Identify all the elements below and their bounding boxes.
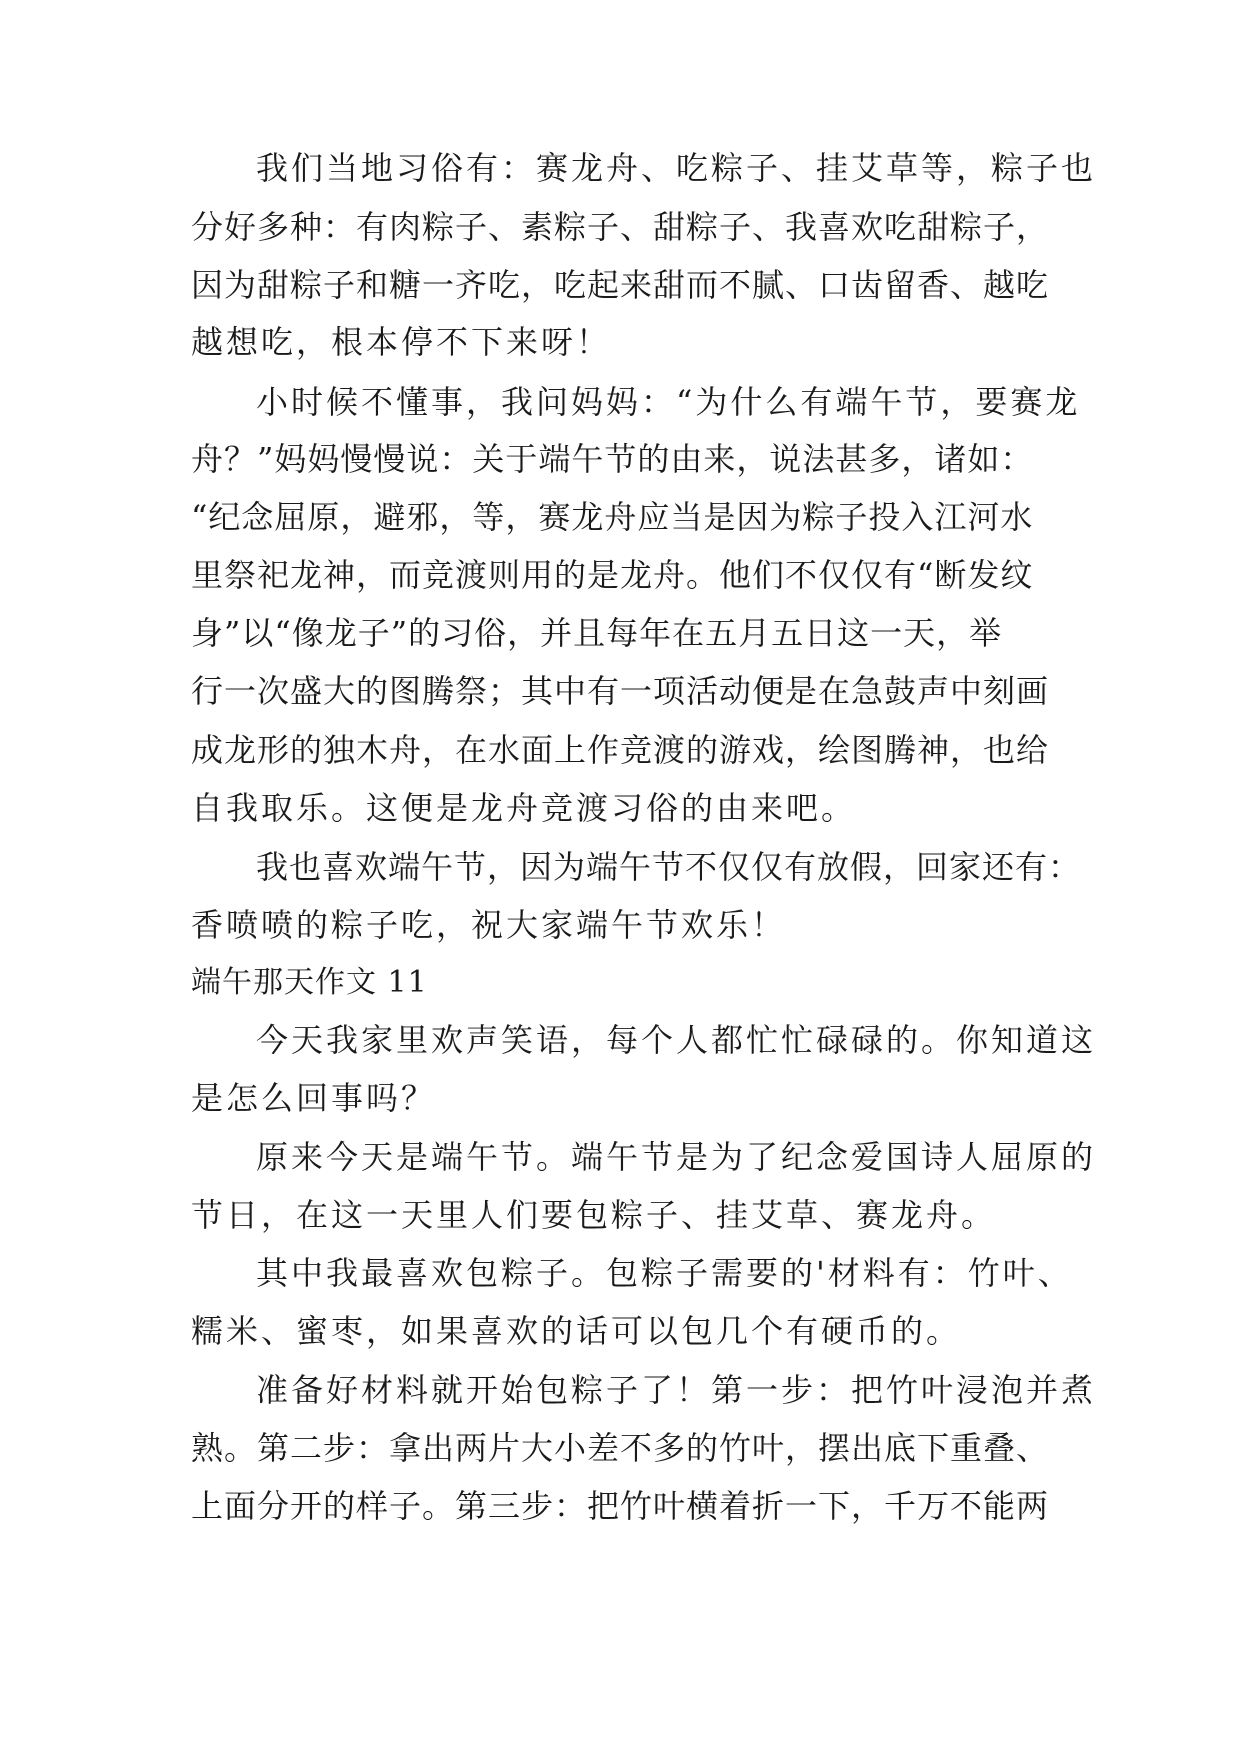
paragraph-line: 分好多种：有肉粽子、素粽子、甜粽子、我喜欢吃甜粽子， xyxy=(191,208,1050,246)
paragraph-line: 里祭祀龙神，而竞渡则用的是龙舟。他们不仅仅有“断发纹 xyxy=(191,556,1034,594)
paragraph-line: 今天我家里欢声笑语，每个人都忙忙碌碌的。你知道这 xyxy=(256,1021,1097,1059)
paragraph-line: 身”以“像龙子”的习俗，并且每年在五月五日这一天，举 xyxy=(191,614,1003,652)
paragraph-line: 小时候不懂事，我问妈妈：“为什么有端午节，要赛龙 xyxy=(256,383,1081,421)
paragraph-line: 节日，在这一天里人们要包粽子、挂艾草、赛龙舟。 xyxy=(191,1196,997,1234)
paragraph-line: 熟。第二步：拿出两片大小差不多的竹叶，摆出底下重叠、 xyxy=(191,1429,1050,1467)
paragraph-line: 其中我最喜欢包粽子。包粽子需要的'材料有：竹叶、 xyxy=(256,1254,1073,1292)
paragraph-line: 自我取乐。这便是龙舟竞渡习俗的由来吧。 xyxy=(191,789,857,827)
paragraph-line: 舟？”妈妈慢慢说：关于端午节的由来，说法甚多，诸如： xyxy=(191,440,1034,478)
paragraph-line: “纪念屈原，避邪，等，赛龙舟应当是因为粽子投入江河水 xyxy=(191,498,1034,536)
section-title: 端午那天作文 11 xyxy=(191,965,428,1000)
paragraph-line: 准备好材料就开始包粽子了！第一步：把竹叶浸泡并煮 xyxy=(256,1371,1097,1409)
paragraph-line: 糯米、蜜枣，如果喜欢的话可以包几个有硬币的。 xyxy=(191,1312,962,1350)
paragraph-line: 上面分开的样子。第三步：把竹叶横着折一下，千万不能两 xyxy=(191,1487,1050,1525)
paragraph-line: 我们当地习俗有：赛龙舟、吃粽子、挂艾草等，粽子也 xyxy=(256,149,1097,187)
paragraph-line: 成龙形的独木舟，在水面上作竞渡的游戏，绘图腾神，也给 xyxy=(191,731,1050,769)
paragraph-line: 越想吃，根本停不下来呀！ xyxy=(191,323,612,361)
paragraph-line: 行一次盛大的图腾祭；其中有一项活动便是在急鼓声中刻画 xyxy=(191,672,1050,710)
paragraph-line: 我也喜欢端午节，因为端午节不仅仅有放假，回家还有： xyxy=(256,848,1082,886)
paragraph-line: 是怎么回事吗？ xyxy=(191,1079,437,1117)
paragraph-line: 香喷喷的粽子吃，祝大家端午节欢乐！ xyxy=(191,906,787,944)
paragraph-line: 原来今天是端午节。端午节是为了纪念爱国诗人屈原的 xyxy=(256,1138,1097,1176)
paragraph-line: 因为甜粽子和糖一齐吃，吃起来甜而不腻、口齿留香、越吃 xyxy=(191,266,1050,304)
